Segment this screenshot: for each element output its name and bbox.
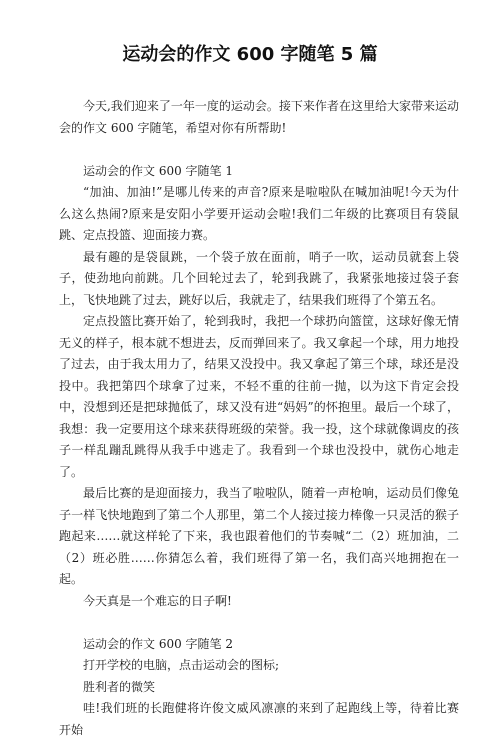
intro-paragraph: 今天,我们迎来了一年一度的运动会。接下来作者在这里给大家带来运动会的作文 600 字随笔，希望对你有所帮助! xyxy=(59,99,459,135)
paragraph: 哇!我们班的长跑健将许俊文威风凛凛的来到了起跑线上等，待着比赛开始 xyxy=(59,701,459,737)
document-title: 运动会的作文 600 字随笔 5 篇 xyxy=(122,44,378,65)
essay-2-heading: 运动会的作文 600 字随笔 2 xyxy=(83,636,233,651)
paragraph: “加油、加油!”是哪儿传来的声音?原来是啦啦队在喊加油呢!今天为什么这么热闹?原来是安阳小学要开运动会啦!我们二年级的比赛项目有袋鼠跳、定点投篮、迎面接力赛。 xyxy=(59,185,459,242)
paragraph: 打开学校的电脑，点击运动会的图标; xyxy=(83,658,280,672)
document-body xyxy=(59,96,459,741)
paragraph: 最有趣的是袋鼠跳，一个袋子放在面前，哨子一吹，运动员就套上袋子，使劲地向前跳。几个回轮过去了，轮到我跳了，我紧张地接过袋子套上，飞快地跳了过去，跳好以后，我就走了，结果我们班得了个第五名。 xyxy=(59,249,459,307)
paragraph: 今天真是一个难忘的日子啊! xyxy=(83,593,232,608)
paragraph: 最后比赛的是迎面接力，我当了啦啦队，随着一声枪响，运动员们像兔子一样飞快地跑到了第二个人那里，第二个人接过接力棒像一只灵活的猴子跑起来……就这样轮了下来，我也跟着他们的节奏喊“二（2）班加油，二（2）班必胜……你猜怎么着，我们班得了第一名，我们高兴地拥抱在一起。 xyxy=(59,486,459,586)
paragraph: 胜利者的微笑 xyxy=(83,679,156,694)
paragraph: 定点投篮比赛开始了，轮到我时，我把一个球扔向篮筐，这球好像无情无义的样子，根本就不想进去，反而弹回来了。我又拿起一个球，用力地投了过去，由于我太用力了，结果又没投中。我又拿起了第三个球，球还是没投中。我把第四个球拿了过来，不轻不重的往前一抛，以为这下肯定会投中，没想到还是把球抛低了，球又没有进“妈妈”的怀抱里。最后一个球了，我想：我一定要用这个球来获得班级的荣誉。我一投，这个球就像调皮的孩子一样乱蹦乱跳得从我手中逃走了。我看到一个球也没投中，就伤心地走了。 xyxy=(59,314,459,479)
essay-1-heading: 运动会的作文 600 字随笔 1 xyxy=(83,163,233,178)
